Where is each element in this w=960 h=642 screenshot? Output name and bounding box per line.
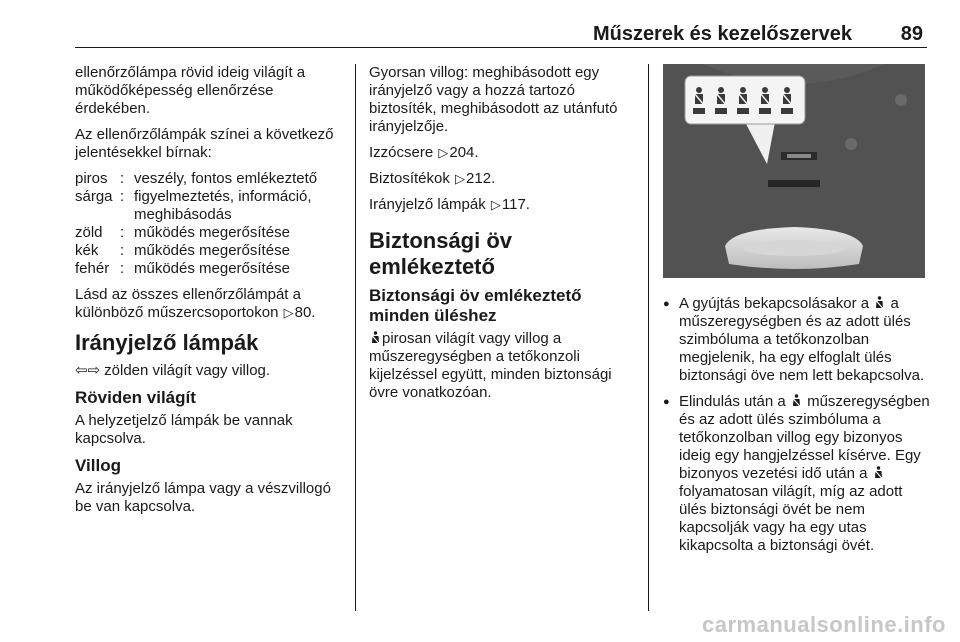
ref-line (369, 144, 639, 162)
color-meaning-table (75, 170, 350, 278)
color-desc: működés megerősítése (134, 242, 290, 259)
bullet-text: A gyújtás bekapcsolásakor a (679, 295, 870, 312)
turn-signal-text: zölden világít vagy villog. (104, 362, 271, 379)
fast-flash-paragraph: Gyorsan villog: meghibásodott egy irányjelző vagy a hozzá tartozó biztosíték, meghibásodott az utánfutó irányjelzője. (369, 64, 618, 135)
page-ref-link[interactable]: 117. (501, 196, 530, 213)
column-divider (648, 64, 649, 611)
seatbelt-icon (371, 331, 380, 345)
column-1 (75, 64, 350, 524)
short-light-text: A helyzetjelző lámpák be vannak kapcsolva. (75, 412, 293, 447)
page-ref-arrow-icon: ▷ (438, 145, 449, 160)
color-name: zöld (75, 224, 103, 241)
see-all-paragraph (75, 286, 350, 322)
colors-intro: Az ellenőrzőlámpák színei a következő jelentésekkel bírnak: (75, 126, 334, 161)
color-separator: : (120, 188, 125, 205)
color-separator: : (120, 170, 125, 187)
page-ref-link[interactable]: 80. (294, 304, 316, 321)
page-ref-link[interactable]: 204. (449, 144, 479, 161)
page-ref-arrow-icon: ▷ (283, 305, 294, 320)
ref-label: Irányjelző lámpák (369, 196, 486, 213)
seatbelt-icon (874, 466, 883, 480)
color-desc: működés megerősítése (134, 260, 290, 277)
turn-signal-icon: ⇦⇨ (75, 362, 101, 379)
ref-line (369, 170, 639, 188)
roof-console-photo (663, 64, 925, 278)
color-separator: : (120, 260, 125, 277)
color-name: piros (75, 170, 108, 187)
color-row (75, 170, 350, 188)
seatbelt-reminder-heading: Biztonsági öv emlékeztető (369, 228, 513, 279)
page-ref-arrow-icon: ▷ (490, 197, 501, 212)
seatbelt-reminder-paragraph (369, 330, 639, 402)
flash-text: Az irányjelző lámpa vagy a vészvillogó be van kapcsolva. (75, 480, 331, 515)
bullet-text: a műszeregységben és az adott ülés szimbóluma a tetőkonzolban megjelenik, ha egy elfoglalt ülés biztonsági öve nem lett bekapcsolva. (679, 295, 925, 384)
intro-paragraph: ellenőrzőlámpa rövid ideig világít a működőképesség ellenőrzése érdekében. (75, 64, 306, 117)
color-name: kék (75, 242, 99, 259)
seatbelt-reminder-subheading: Biztonsági öv emlékeztető minden üléshez (369, 286, 582, 325)
flash-heading: Villog (75, 456, 121, 475)
color-row (75, 188, 350, 224)
turn-signal-heading: Irányjelző lámpák (75, 330, 259, 355)
ref-line (369, 196, 639, 214)
seatbelt-icon (875, 296, 884, 310)
color-name: fehér (75, 260, 110, 277)
color-row (75, 260, 350, 278)
ref-label: Izzócsere (369, 144, 434, 161)
ref-label: Biztosítékok (369, 170, 450, 187)
color-separator: : (120, 242, 125, 259)
page-ref-arrow-icon: ▷ (455, 171, 466, 186)
seatbelt-bullet-list (663, 295, 931, 555)
seatbelt-icon (792, 394, 801, 408)
column-2 (369, 64, 639, 410)
page-header (75, 18, 927, 48)
turn-signal-paragraph (75, 362, 350, 380)
page-title: Műszerek és kezelőszervek (592, 23, 852, 45)
page-number: 89 (900, 23, 923, 45)
color-desc: figyelmeztetés, információ, meghibásodás (134, 188, 312, 223)
column-3 (663, 64, 931, 563)
watermark: carmanualsonline.info (702, 612, 946, 637)
color-row (75, 224, 350, 242)
color-separator: : (120, 224, 125, 241)
list-item (663, 393, 931, 555)
bullet-text: Elindulás után a (679, 393, 786, 410)
column-divider (355, 64, 356, 611)
color-desc: működés megerősítése (134, 224, 290, 241)
page-ref-link[interactable]: 212. (466, 170, 496, 187)
seatbelt-reminder-text: pirosan világít vagy villog a műszeregységben a tetőkonzoli kijelzéssel együtt, minden biztonsági övre vonatkozóan. (369, 330, 612, 401)
bullet-text: műszeregységben és az adott ülés szimbóluma a tetőkonzolban villog egy bizonyos ideig egy hangjelzéssel kísérve. Egy bizonyos vezetési idő után a (679, 393, 930, 482)
short-light-heading: Röviden világít (75, 388, 196, 407)
color-name: sárga (75, 188, 113, 205)
see-all-text: Lásd az összes ellenőrzőlámpát a különböző műszercsoportokon (75, 286, 301, 321)
list-item (663, 295, 931, 385)
bullet-text: folyamatosan világít, míg az adott ülés biztonsági övét be nem kapcsolják vagy ha egy utas kikapcsolta a biztonsági övét. (679, 483, 903, 554)
color-desc: veszély, fontos emlékeztető (134, 170, 318, 187)
color-row (75, 242, 350, 260)
